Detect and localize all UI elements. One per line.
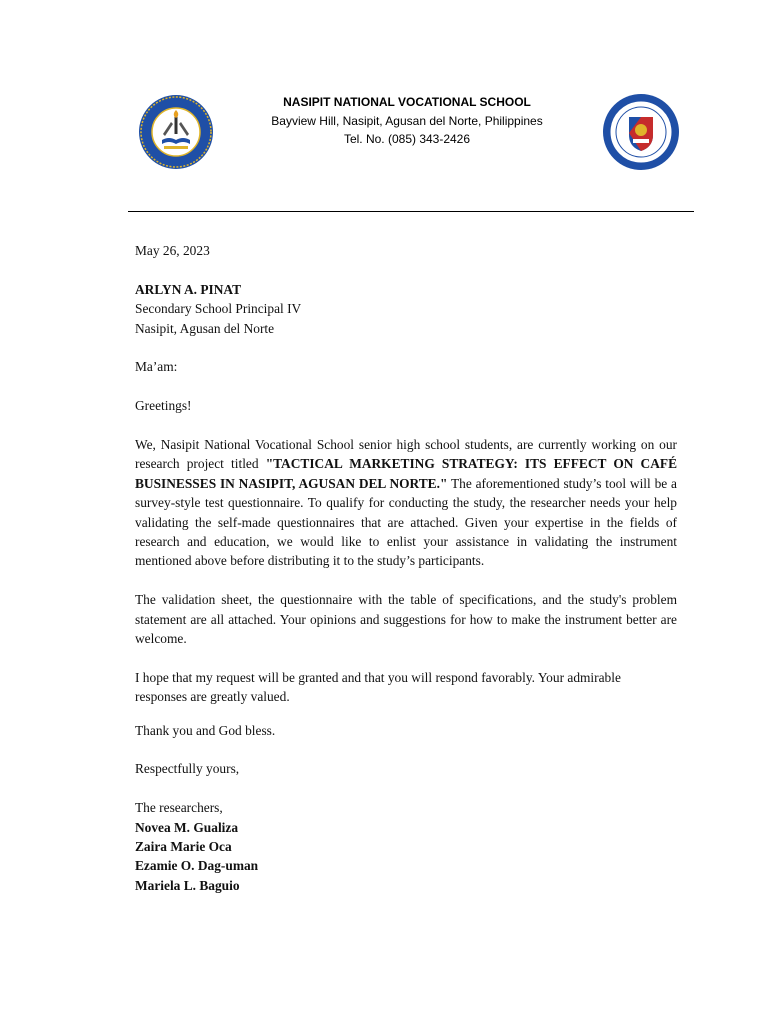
recipient-title: Secondary School Principal IV [135, 301, 302, 317]
researcher-name: Mariela L. Baguio [135, 877, 240, 893]
researcher-name: Novea M. Gualiza [135, 819, 239, 835]
school-address: Bayview Hill, Nasipit, Agusan del Norte, Philippines [271, 113, 543, 128]
researcher-name: Ezamie O. Dag-uman [135, 858, 259, 874]
deped-seal-icon [602, 93, 680, 171]
school-name: NASIPIT NATIONAL VOCATIONAL SCHOOL [283, 95, 531, 109]
school-telephone: Tel. No. (085) 343-2426 [343, 132, 471, 146]
signoff-line: The researchers, [135, 800, 223, 816]
paragraph-request [135, 435, 677, 571]
paragraph-request-intro: We, Nasipit National Vocational School senior high school students, are currently working on our research project titled [135, 437, 677, 472]
letterhead [230, 93, 584, 149]
recipient-location: Nasipit, Agusan del Norte [135, 320, 275, 336]
researcher-name: Zaira Marie Oca [135, 839, 232, 855]
school-seal-icon [138, 94, 214, 170]
paragraph-hope-continuation: responses are greatly valued. [135, 689, 290, 705]
greeting: Greetings! [135, 398, 192, 414]
research-title: "TACTICAL MARKETING STRATEGY: ITS EFFECT ON CAFÉ BUSINESSES IN NASIPIT, AGUSAN DEL NORTE." [135, 456, 678, 491]
recipient-name: ARLYN A. PINAT [135, 281, 242, 297]
thanks-line: Thank you and God bless. [135, 722, 276, 738]
paragraph-request-body: The aforementioned study’s tool will be a survey-style test questionnaire. To qualify for conducting the study, the researcher needs your help validating the self-made questionnaires that are attached. Given your expertise in the fields of research and education, we would like to enlist your assistance in validating the instrument mentioned above before distributing it to the study’s participants. [135, 475, 677, 569]
closing-line: Respectfully yours, [135, 761, 240, 777]
letter-date: May 26, 2023 [135, 243, 210, 258]
letter-body [135, 241, 677, 895]
header-divider [128, 211, 694, 212]
paragraph-hope: I hope that my request will be granted and that you will respond favorably. Your admirable [135, 669, 621, 685]
salutation: Ma’am: [135, 359, 178, 375]
paragraph-attachments: The validation sheet, the questionnaire with the table of specifications, and the study's problem statement are all attached. Your opinions and suggestions for how to make the instrument better are welcome. [135, 592, 677, 647]
